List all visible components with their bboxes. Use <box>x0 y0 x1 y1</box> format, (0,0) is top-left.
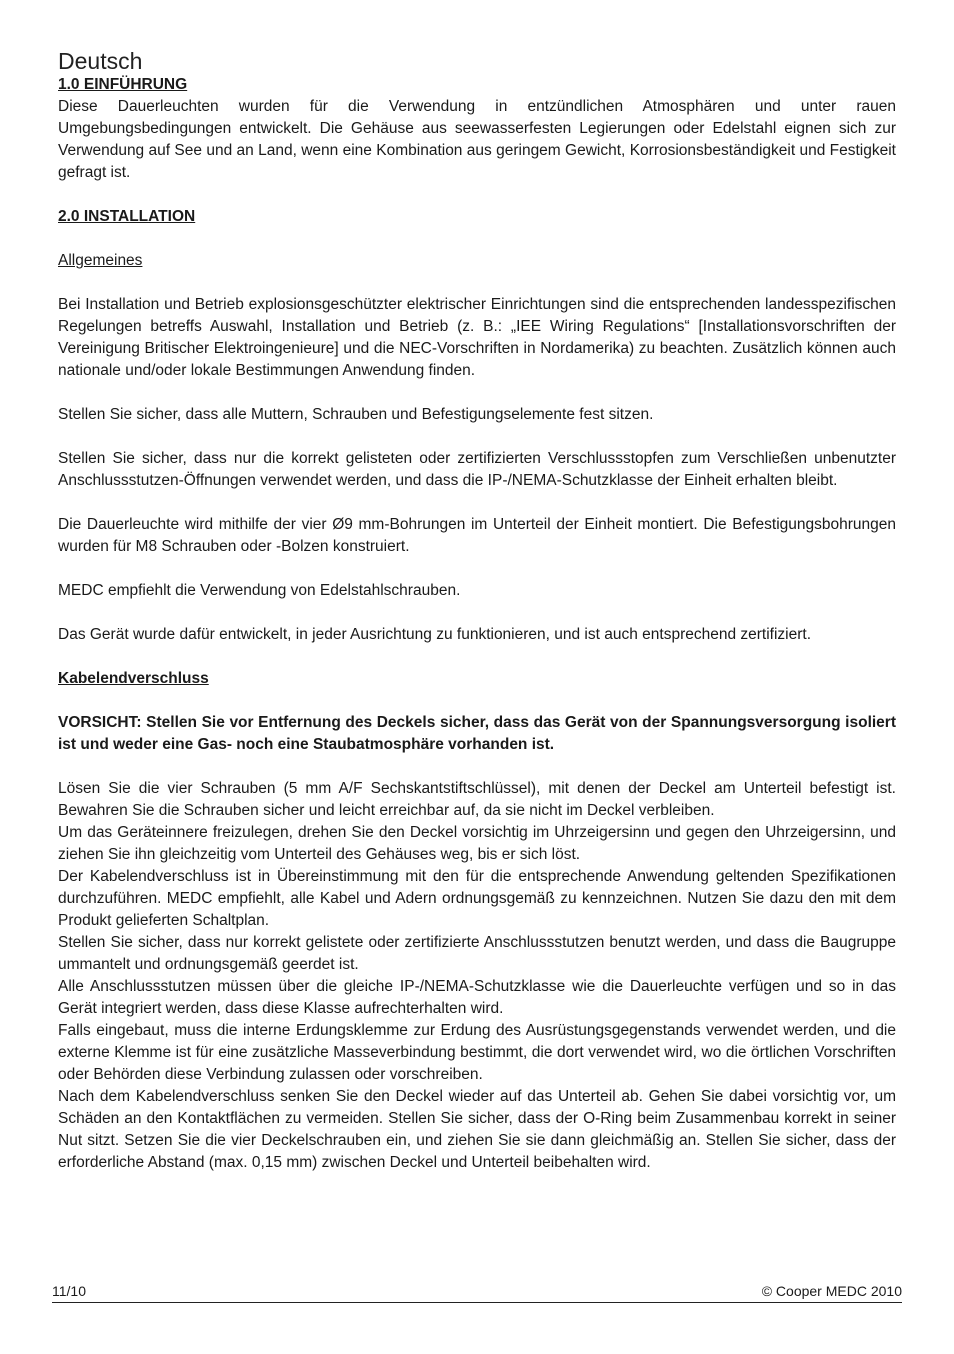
intro-paragraph: Diese Dauerleuchten wurden für die Verwendung in entzündlichen Atmosphären und unter rauen Umgebungsbedingungen entwickelt. Die Gehäuse aus seewasserfesten Legierungen oder Edelstahl eignen sich zur Verwendung auf See und an Land, wenn eine Kombination aus geringem Gewicht, Korrosionsbeständigkeit und Festigkeit gefragt ist. <box>58 98 896 181</box>
page-number: 11/10 <box>52 1283 86 1299</box>
copyright-notice: © Cooper MEDC 2010 <box>761 1283 902 1299</box>
general-paragraph-1: Bei Installation und Betrieb explosionsgeschützter elektrischer Einrichtungen sind die entsprechenden landesspezifischen Regelungen betreffs Auswahl, Installation und Betrieb (z. B.: „IEE Wiring Regulations“ [Installationsvorschriften der Vereinigung Britischer Elektroingenieure] und die NEC-Vorschriften in Nordamerika) zu beachten. Zusätzlich können auch nationale und/oder lokale Bestimmungen Anwendung finden. <box>58 296 896 379</box>
cable-termination-heading: Kabelendverschluss <box>58 670 209 687</box>
cable-paragraph-7: Nach dem Kabelendverschluss senken Sie den Deckel wieder auf das Unterteil ab. Gehen Sie dabei vorsichtig vor, um Schäden an den Kontaktflächen zu vermeiden. Stellen Sie sicher, dass der O-Ring beim Zusammenbau korrekt in seiner Nut sitzt. Setzen Sie die vier Deckelschrauben ein, und ziehen Sie sie dann gleichmäßig an. Stellen Sie sicher, dass der erforderliche Abstand (max. 0,15 mm) zwischen Deckel und Unterteil beibehalten wird. <box>58 1088 896 1171</box>
footer-divider <box>52 1302 902 1303</box>
general-paragraph-3: Stellen Sie sicher, dass nur die korrekt gelisteten oder zertifizierten Verschlussstopfen zum Verschließen unbenutzter Anschlussstutzen-Öffnungen verwendet werden, und dass die IP-/NEMA-Schutzklasse der Einheit erhalten bleibt. <box>58 450 896 489</box>
document-page <box>58 48 896 1174</box>
general-paragraph-6: Das Gerät wurde dafür entwickelt, in jeder Ausrichtung zu funktionieren, und ist auch entsprechend zertifiziert. <box>58 626 812 643</box>
cable-paragraph-1: Lösen Sie die vier Schrauben (5 mm A/F Sechskantstiftschlüssel), mit denen der Deckel am Unterteil befestigt ist. Bewahren Sie die Schrauben sicher und leicht erreichbar auf, da sie nicht im Deckel verbleiben. <box>58 780 896 819</box>
cable-paragraph-3: Der Kabelendverschluss ist in Übereinstimmung mit den für die entsprechende Anwendung geltenden Spezifikationen durchzuführen. MEDC empfiehlt, alle Kabel und Adern ordnungsgemäß zu kennzeichnen. Nutzen Sie dazu den mit dem Produkt gelieferten Schaltplan. <box>58 868 896 929</box>
general-paragraph-4: Die Dauerleuchte wird mithilfe der vier Ø9 mm-Bohrungen im Unterteil der Einheit montiert. Die Befestigungsbohrungen wurden für M8 Schrauben oder -Bolzen konstruiert. <box>58 516 896 555</box>
section-2-heading: 2.0 INSTALLATION <box>58 208 196 225</box>
general-paragraph-5: MEDC empfiehlt die Verwendung von Edelstahlschrauben. <box>58 582 461 599</box>
cable-paragraph-2: Um das Geräteinnere freizulegen, drehen Sie den Deckel vorsichtig im Uhrzeigersinn und gegen den Uhrzeigersinn, und ziehen Sie ihn gleichzeitig vom Unterteil des Gehäuses weg, bis er sich löst. <box>58 824 896 863</box>
language-label: Deutsch <box>58 48 143 74</box>
general-subheading: Allgemeines <box>58 252 143 269</box>
general-paragraph-2: Stellen Sie sicher, dass alle Muttern, Schrauben und Befestigungselemente fest sitzen. <box>58 406 654 423</box>
cable-paragraph-4: Stellen Sie sicher, dass nur korrekt gelistete oder zertifizierte Anschlussstutzen benutzt werden, und dass die Baugruppe ummantelt und ordnungsgemäß geerdet ist. <box>58 934 896 973</box>
caution-paragraph: VORSICHT: Stellen Sie vor Entfernung des Deckels sicher, dass das Gerät von der Spannungsversorgung isoliert ist und weder eine Gas- noch eine Staubatmosphäre vorhanden ist. <box>58 714 896 753</box>
cable-paragraph-6: Falls eingebaut, muss die interne Erdungsklemme zur Erdung des Ausrüstungsgegenstands verwendet werden, und die externe Klemme ist für eine zusätzliche Masseverbindung bestimmt, die dort verwendet wird, wo die örtlichen Vorschriften oder Behörden diese Verbindung zulassen oder vorschreiben. <box>58 1022 896 1083</box>
cable-paragraph-5: Alle Anschlussstutzen müssen über die gleiche IP-/NEMA-Schutzklasse wie die Dauerleuchte verfügen und so in das Gerät integriert werden, dass diese Klasse aufrechterhalten wird. <box>58 978 896 1017</box>
section-1-heading: 1.0 EINFÜHRUNG <box>58 76 188 93</box>
